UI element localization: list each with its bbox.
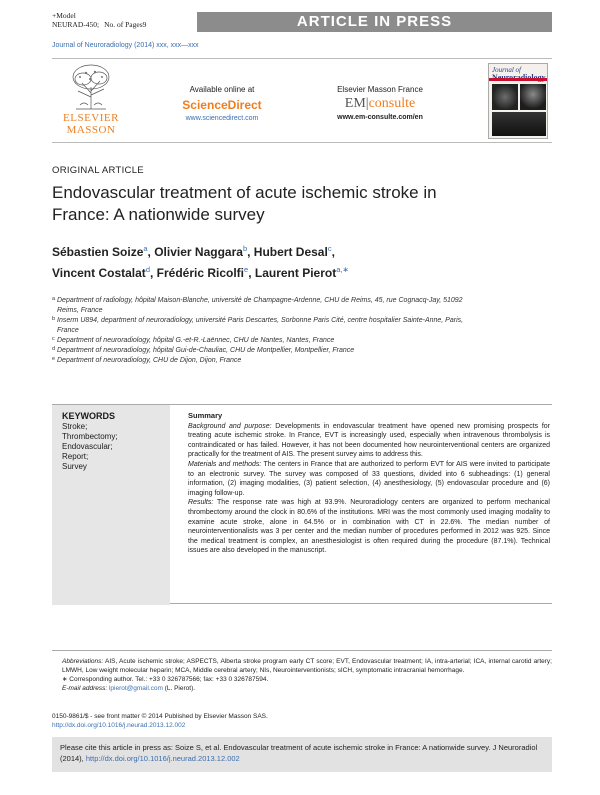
affiliation <box>52 336 472 346</box>
author-separator: , <box>331 245 335 259</box>
article-title: Endovascular treatment of acute ischemic stroke in France: A nationwide survey <box>52 183 437 224</box>
sciencedirect-logo: ScienceDirect <box>182 98 262 112</box>
affiliation-marker: e <box>52 356 56 362</box>
methods-text: The centers in France that are authorized to perform EVT for AIS were invited to participate to an electronic survey. The survey was composed of 33 questions, divided into 6 subheadings: (1) general information, (2) imaging modalities, (3) patient selection, (4) anesthesiology, (5) endovascular procedure and (6) imaging follow-up. <box>188 460 550 497</box>
running-header <box>52 12 552 32</box>
author-name: Hubert Desal <box>253 245 328 259</box>
sciencedirect-block <box>152 85 292 122</box>
email-link[interactable]: lpierot@gmail.com <box>108 685 163 692</box>
summary <box>188 411 550 556</box>
summary-background <box>188 422 550 460</box>
author-affiliation-marker[interactable]: c <box>327 244 332 253</box>
citation-text: Please cite this article in press as: Soize S, et al. Endovascular treatment of acute ischemic stroke in France: A nationwide survey. J Neuroradiol (2014), <box>60 743 538 763</box>
results-text: The response rate was high at 93.9%. Neuroradiology centers are organized to perform mechanical thrombectomy around the clock in 80.6% of the institutions. MRI was the most commonly used imaging modality to examine acute stroke, alone in 64.5% or in combination with CT in 22.6%. The median number of neurointerventionalists was 3 per center and the median number of procedures performed in 2012 was 925. Since the medical treatment is complex, an anesthesiologist is often required during the procedure (87.1%). Technical issues are also developed in the manuscript. <box>188 499 550 555</box>
article-in-press-banner: ARTICLE IN PRESS <box>197 12 552 32</box>
keyword: Thrombectomy; <box>62 432 118 441</box>
abbreviations-label: Abbreviations: <box>62 658 104 665</box>
available-online-label: Available online at <box>189 85 255 94</box>
masthead <box>52 58 552 143</box>
results-label: Results: <box>188 499 214 507</box>
footnotes <box>52 650 552 693</box>
email-label: E-mail address: <box>62 685 108 692</box>
abstract-box <box>52 404 552 604</box>
author-name: Sébastien Soize <box>52 245 144 259</box>
corresponding-author-note: ∗ Corresponding author. Tel.: +33 0 326787566; fax: +33 0 326787594. <box>62 676 269 683</box>
affiliation-marker: d <box>52 346 56 352</box>
elsevier-logo <box>62 63 120 139</box>
masson-wordmark: MASSON <box>66 124 116 136</box>
author-affiliation-marker[interactable]: a,∗ <box>336 265 349 274</box>
citation-doi-link[interactable]: http://dx.doi.org/10.1016/j.neurad.2013.12.002 <box>85 754 240 763</box>
author <box>255 266 349 280</box>
author <box>52 266 157 280</box>
tree-icon <box>68 63 114 111</box>
author-affiliation-marker[interactable]: d <box>145 265 150 274</box>
affiliation-text: Department of radiology, hôpital Maison-Blanche, université de Champagne-Ardenne, CHU de Reims, 45, rue Cognacq-Jay, 51092 Reims, France <box>57 297 463 314</box>
cover-scan-image <box>492 84 518 110</box>
affiliation <box>52 296 472 316</box>
keyword: Stroke; <box>62 422 88 431</box>
summary-results <box>188 498 550 556</box>
consulte-logo-part: consulte <box>368 96 416 111</box>
author <box>157 266 255 280</box>
email-note <box>52 684 552 693</box>
author-name: Frédéric Ricolfi <box>156 266 245 280</box>
summary-methods <box>188 460 550 498</box>
author-affiliation-marker[interactable]: a <box>143 244 148 253</box>
copyright-line: 0150-9861/$ - see front matter © 2014 Published by Elsevier Masson SAS. <box>52 713 268 720</box>
journal-citation-line[interactable]: Journal of Neuroradiology (2014) xxx, xxx—xxx <box>52 42 199 49</box>
background-text: Developments in endovascular treatment have opened new promising prospects for treating acute ischemic stroke. In France, EVT is increasingly used, especially when intravenous thrombolysis is contraindicated or has failed. However, it has not been documented how neurointerventional centers are organized practically for the treatment of AIS. The present survey aims to address this. <box>188 422 550 459</box>
article-type: ORIGINAL ARTICLE <box>52 165 144 176</box>
affiliation <box>52 346 472 356</box>
elsevier-wordmark: ELSEVIER <box>63 112 119 124</box>
affiliations <box>52 296 472 366</box>
journal-cover-thumbnail <box>488 63 548 139</box>
affiliation-text: Inserm U894, department of neuroradiology, université Paris Descartes, Sorbonne Paris Cité, centre hospitalier Sainte-Anne, Paris, France <box>57 317 464 334</box>
em-consulte-logo: EM|consulte <box>344 96 416 111</box>
author-separator: , <box>248 266 255 280</box>
author-name: Laurent Pierot <box>254 266 337 280</box>
keywords-title: KEYWORDS <box>62 411 116 421</box>
methods-label: Materials and methods: <box>188 460 262 468</box>
affiliation-marker: c <box>52 336 55 342</box>
background-label: Background and purpose: <box>188 422 272 430</box>
affiliation-marker: b <box>52 316 56 322</box>
affiliation-text: Department of neuroradiology, hôpital G.-et-R.-Laënnec, CHU de Nantes, Nantes, France <box>57 337 335 344</box>
keywords-panel <box>52 405 170 605</box>
cover-scan-image <box>492 112 546 136</box>
doi-link[interactable]: http://dx.doi.org/10.1016/j.neurad.2013.12.002 <box>52 722 186 729</box>
page-count: No. of Pages9 <box>104 19 147 29</box>
cover-scan-image <box>520 84 546 110</box>
keyword: Report; <box>62 452 89 461</box>
model-label: +Model <box>52 11 76 20</box>
author-name: Vincent Costalat <box>52 266 146 280</box>
author-affiliation-marker[interactable]: e <box>244 265 249 274</box>
author-separator: , <box>147 245 155 259</box>
email-suffix: (L. Pierot). <box>162 685 196 692</box>
sciencedirect-link[interactable]: www.sciencedirect.com <box>185 115 259 122</box>
affiliation-text: Department of neuroradiology, CHU de Dijon, Dijon, France <box>57 357 242 364</box>
citation-box <box>52 737 552 772</box>
author <box>254 245 335 259</box>
author-list <box>52 240 482 282</box>
affiliation-text: Department of neuroradiology, hôpital Gui-de-Chauliac, CHU de Montpellier, Montpellier, France <box>57 347 355 354</box>
abbreviations-note <box>52 657 552 675</box>
author-affiliation-marker[interactable]: b <box>242 244 248 253</box>
manuscript-id: NEURAD-450; <box>52 19 100 29</box>
summary-title: Summary <box>188 411 223 420</box>
keyword: Endovascular; <box>62 442 113 451</box>
keywords-list <box>62 422 160 472</box>
manuscript-info <box>52 12 146 29</box>
cover-title-a: Journal of <box>492 66 521 74</box>
author-separator: , <box>247 245 254 259</box>
affiliation <box>52 316 472 336</box>
issn-block <box>52 712 268 730</box>
author <box>154 245 254 259</box>
author <box>52 245 154 259</box>
abbreviations-text: AIS, Acute ischemic stroke; ASPECTS, Alberta stroke program early CT score; EVT, Endovascular treatment; IA, intra-arterial; ICA, internal carotid artery; LMWH, Low weight molecular heparin; MCA, Middle cerebral artery; NIs, Neurointerventionists; sICH, symptomatic intracranial hemorrhage. <box>62 658 552 674</box>
affiliation <box>52 356 472 366</box>
em-consulte-link[interactable]: www.em-consulte.com/en <box>337 114 423 121</box>
elsevier-masson-france-label: Elsevier Masson France <box>337 85 423 94</box>
cover-stripe <box>489 78 548 81</box>
affiliation-marker: a <box>52 296 56 302</box>
em-logo-part: EM <box>344 96 366 111</box>
author-name: Olivier Naggara <box>154 245 243 259</box>
em-consulte-block <box>310 85 450 121</box>
author-separator: , <box>149 266 157 280</box>
keyword: Survey <box>62 462 87 471</box>
